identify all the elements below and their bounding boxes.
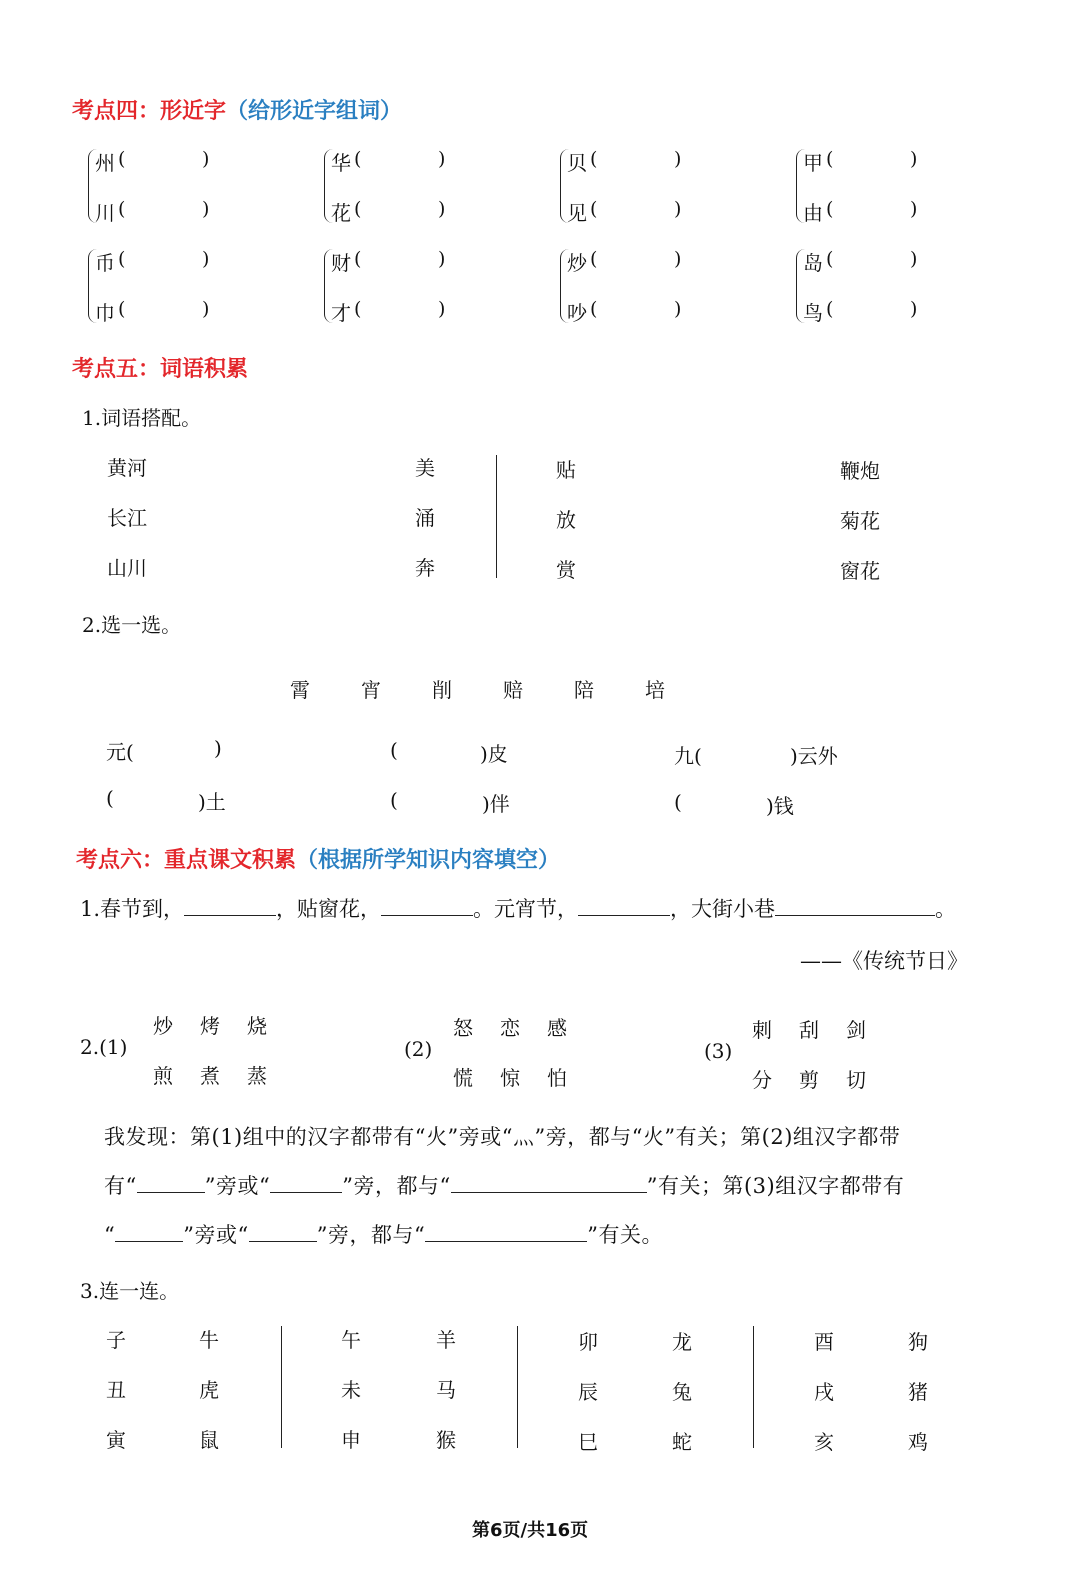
group-char: 惊 xyxy=(500,1066,520,1090)
zodiac-animal[interactable]: 蛇 xyxy=(672,1430,692,1454)
group-char: 蒸 xyxy=(247,1064,267,1088)
group-char: 怒 xyxy=(453,1016,473,1040)
option-char: 赔 xyxy=(503,678,523,702)
divider xyxy=(281,1326,282,1448)
answer-blank[interactable] xyxy=(838,299,906,321)
close-paren: ) xyxy=(910,248,918,270)
section6-title xyxy=(76,843,560,874)
answer-blank[interactable] xyxy=(602,249,670,271)
fill-text: ”有关。 xyxy=(587,1223,663,1247)
source-citation: ——《传统节日》 xyxy=(800,949,968,973)
close-paren: ) xyxy=(202,248,210,270)
open-paren: ( xyxy=(826,148,834,170)
fill-text: ”旁，都与“ xyxy=(316,1223,426,1247)
word-mid[interactable]: 奔 xyxy=(415,556,435,580)
q3-label: 3.连一连。 xyxy=(80,1279,180,1303)
group-char: 分 xyxy=(752,1068,772,1092)
open-paren: ( xyxy=(354,148,362,170)
answer-blank[interactable] xyxy=(366,149,434,171)
group-char: 剑 xyxy=(846,1018,866,1042)
zodiac-animal[interactable]: 牛 xyxy=(199,1328,219,1352)
earthly-branch[interactable]: 申 xyxy=(341,1428,361,1452)
earthly-branch[interactable]: 未 xyxy=(341,1378,361,1402)
blank-field[interactable] xyxy=(249,1219,317,1242)
pair-char: 由 xyxy=(803,201,823,225)
earthly-branch[interactable]: 亥 xyxy=(814,1430,834,1454)
close-paren: ) xyxy=(910,148,918,170)
group-char: 炒 xyxy=(153,1014,173,1038)
zodiac-animal[interactable]: 鼠 xyxy=(199,1428,219,1452)
earthly-branch[interactable]: 酉 xyxy=(814,1330,834,1354)
close-paren: ) xyxy=(910,298,918,320)
pair-char: 巾 xyxy=(95,301,115,325)
section6-title-main: 考点六：重点课文积累 xyxy=(76,848,297,873)
answer-blank[interactable] xyxy=(366,299,434,321)
close-paren: ) xyxy=(438,198,446,220)
fill-suffix: )钱 xyxy=(766,794,794,818)
group-char: 慌 xyxy=(453,1066,473,1090)
answer-blank[interactable] xyxy=(706,740,780,764)
q2-group3-label: (3) xyxy=(704,1039,733,1063)
pair-char: 甲 xyxy=(803,151,823,175)
open-paren: ( xyxy=(590,248,598,270)
answer-blank[interactable] xyxy=(366,199,434,221)
blank-field[interactable] xyxy=(270,1170,342,1193)
section5-title: 考点五：词语积累 xyxy=(72,357,249,382)
pair-char: 川 xyxy=(95,201,115,225)
word-verb[interactable]: 赏 xyxy=(556,558,576,582)
fill-suffix: )土 xyxy=(198,790,226,814)
fill-prefix: 九( xyxy=(674,744,702,768)
close-paren: ) xyxy=(438,148,446,170)
group-char: 剪 xyxy=(799,1068,819,1092)
pair-char: 鸟 xyxy=(803,301,823,325)
earthly-branch[interactable]: 卯 xyxy=(578,1330,598,1354)
fill-text: ”旁或“ xyxy=(183,1223,249,1247)
option-char: 削 xyxy=(432,678,452,702)
answer-blank[interactable] xyxy=(602,149,670,171)
pair-char: 才 xyxy=(331,301,351,325)
group-char: 刮 xyxy=(799,1018,819,1042)
divider xyxy=(496,455,497,578)
answer-blank[interactable] xyxy=(130,199,198,221)
earthly-branch[interactable]: 巳 xyxy=(578,1430,598,1454)
blank-field[interactable] xyxy=(578,893,670,916)
blank-field[interactable] xyxy=(451,1170,647,1193)
earthly-branch[interactable]: 寅 xyxy=(106,1428,126,1452)
section4-title-main: 考点四：形近字 xyxy=(72,99,227,124)
earthly-branch[interactable]: 午 xyxy=(341,1328,361,1352)
option-char: 宵 xyxy=(361,678,381,702)
word-mid[interactable]: 美 xyxy=(415,456,435,480)
word-left[interactable]: 黄河 xyxy=(107,456,147,480)
pair-char: 州 xyxy=(95,151,115,175)
answer-blank[interactable] xyxy=(402,788,472,812)
answer-blank[interactable] xyxy=(602,299,670,321)
word-verb[interactable]: 贴 xyxy=(556,458,576,482)
fill-text: 1.春节到， xyxy=(80,897,185,921)
open-paren: ( xyxy=(590,148,598,170)
pair-char: 见 xyxy=(567,201,587,225)
answer-blank[interactable] xyxy=(838,249,906,271)
blank-field[interactable] xyxy=(381,893,473,916)
close-paren: ) xyxy=(674,198,682,220)
fill-suffix: ) xyxy=(214,736,222,760)
word-mid[interactable]: 涌 xyxy=(415,506,435,530)
word-noun[interactable]: 菊花 xyxy=(840,509,880,533)
zodiac-animal[interactable]: 鸡 xyxy=(908,1430,928,1454)
fill-text: 有“ xyxy=(104,1174,137,1198)
earthly-branch[interactable]: 戌 xyxy=(814,1380,834,1404)
pair-char: 吵 xyxy=(567,301,587,325)
zodiac-animal[interactable]: 猪 xyxy=(908,1380,928,1404)
answer-blank[interactable] xyxy=(130,249,198,271)
zodiac-animal[interactable]: 羊 xyxy=(436,1328,456,1352)
answer-blank[interactable] xyxy=(602,199,670,221)
close-paren: ) xyxy=(674,148,682,170)
close-paren: ) xyxy=(438,248,446,270)
word-verb[interactable]: 放 xyxy=(556,508,576,532)
answer-blank[interactable] xyxy=(838,149,906,171)
open-paren: ( xyxy=(354,248,362,270)
fill-text: ”旁或“ xyxy=(204,1174,271,1198)
open-paren: ( xyxy=(826,198,834,220)
zodiac-animal[interactable]: 兔 xyxy=(672,1380,692,1404)
discovery-line3 xyxy=(104,1219,663,1249)
fill-prefix: ( xyxy=(674,790,682,814)
word-left[interactable]: 长江 xyxy=(107,506,147,530)
q2-label: 2.选一选。 xyxy=(82,613,182,637)
pair-char: 币 xyxy=(95,251,115,275)
open-paren: ( xyxy=(118,298,126,320)
open-paren: ( xyxy=(118,248,126,270)
discovery-line1: 我发现：第(1)组中的汉字都带有“火”旁或“灬”旁，都与“火”有关；第(2)组汉字都带 xyxy=(104,1125,901,1149)
blank-field[interactable] xyxy=(137,1170,205,1193)
fill-text: ”旁，都与“ xyxy=(342,1174,451,1198)
answer-blank[interactable] xyxy=(366,249,434,271)
earthly-branch[interactable]: 子 xyxy=(106,1328,126,1352)
fill-text: ”有关；第(3)组汉字都带有 xyxy=(646,1174,905,1198)
fill-text: 。元宵节， xyxy=(473,897,579,921)
group-char: 烤 xyxy=(200,1014,220,1038)
close-paren: ) xyxy=(202,148,210,170)
earthly-branch[interactable]: 丑 xyxy=(106,1378,126,1402)
zodiac-animal[interactable]: 猴 xyxy=(436,1428,456,1452)
word-noun[interactable]: 鞭炮 xyxy=(840,459,880,483)
pair-char: 财 xyxy=(331,251,351,275)
section4-title xyxy=(72,94,402,125)
section6-title-note: （根据所学知识内容填空） xyxy=(296,848,561,873)
pair-char: 岛 xyxy=(803,251,823,275)
festival-fill-line xyxy=(80,893,956,923)
answer-blank[interactable] xyxy=(130,149,198,171)
fill-text: “ xyxy=(104,1223,116,1247)
fill-prefix: ( xyxy=(390,738,398,762)
zodiac-animal[interactable]: 马 xyxy=(436,1378,456,1402)
option-char: 霄 xyxy=(290,678,310,702)
fill-suffix: )云外 xyxy=(790,744,838,768)
group-char: 恋 xyxy=(500,1016,520,1040)
group-char: 切 xyxy=(846,1068,866,1092)
section4-title-note: （给形近字组词） xyxy=(226,99,403,124)
answer-blank[interactable] xyxy=(130,299,198,321)
fill-prefix: ( xyxy=(106,786,114,810)
fill-prefix: ( xyxy=(390,788,398,812)
open-paren: ( xyxy=(826,248,834,270)
blank-field[interactable] xyxy=(425,1219,587,1242)
open-paren: ( xyxy=(590,198,598,220)
word-noun[interactable]: 窗花 xyxy=(840,559,880,583)
open-paren: ( xyxy=(590,298,598,320)
answer-blank[interactable] xyxy=(838,199,906,221)
close-paren: ) xyxy=(202,198,210,220)
close-paren: ) xyxy=(438,298,446,320)
pair-char: 贝 xyxy=(567,151,587,175)
group-char: 怕 xyxy=(547,1066,567,1090)
answer-blank[interactable] xyxy=(686,790,756,814)
open-paren: ( xyxy=(118,198,126,220)
answer-blank[interactable] xyxy=(138,736,204,760)
pair-char: 炒 xyxy=(567,251,587,275)
word-left[interactable]: 山川 xyxy=(107,556,147,580)
open-paren: ( xyxy=(354,198,362,220)
group-char: 煎 xyxy=(153,1064,173,1088)
q2-group1-label: 2.(1) xyxy=(80,1035,128,1059)
discovery-line2 xyxy=(104,1170,904,1200)
zodiac-animal[interactable]: 龙 xyxy=(672,1330,692,1354)
fill-text: ，贴窗花， xyxy=(276,897,382,921)
divider xyxy=(517,1326,518,1448)
open-paren: ( xyxy=(354,298,362,320)
answer-blank[interactable] xyxy=(118,786,188,810)
close-paren: ) xyxy=(674,248,682,270)
fill-prefix: 元( xyxy=(106,740,134,764)
open-paren: ( xyxy=(826,298,834,320)
earthly-branch[interactable]: 辰 xyxy=(578,1380,598,1404)
open-paren: ( xyxy=(118,148,126,170)
blank-field[interactable] xyxy=(775,893,935,916)
pair-char: 华 xyxy=(331,151,351,175)
pair-char: 花 xyxy=(331,201,351,225)
group-char: 刺 xyxy=(752,1018,772,1042)
zodiac-animal[interactable]: 狗 xyxy=(908,1330,928,1354)
blank-field[interactable] xyxy=(115,1219,183,1242)
option-char: 培 xyxy=(645,678,665,702)
divider xyxy=(753,1326,754,1448)
fill-text: ，大街小巷 xyxy=(670,897,776,921)
q2-group2-label: (2) xyxy=(404,1037,433,1061)
group-char: 煮 xyxy=(200,1064,220,1088)
q1-label: 1.词语搭配。 xyxy=(82,406,202,430)
fill-text: 。 xyxy=(935,897,957,921)
close-paren: ) xyxy=(202,298,210,320)
page-number: 第6页/共16页 xyxy=(472,1520,589,1541)
option-char: 陪 xyxy=(574,678,594,702)
close-paren: ) xyxy=(910,198,918,220)
answer-blank[interactable] xyxy=(402,738,470,762)
group-char: 烧 xyxy=(247,1014,267,1038)
fill-suffix: )伴 xyxy=(482,792,510,816)
close-paren: ) xyxy=(674,298,682,320)
blank-field[interactable] xyxy=(184,893,276,916)
zodiac-animal[interactable]: 虎 xyxy=(199,1378,219,1402)
group-char: 感 xyxy=(547,1016,567,1040)
fill-suffix: )皮 xyxy=(480,742,508,766)
